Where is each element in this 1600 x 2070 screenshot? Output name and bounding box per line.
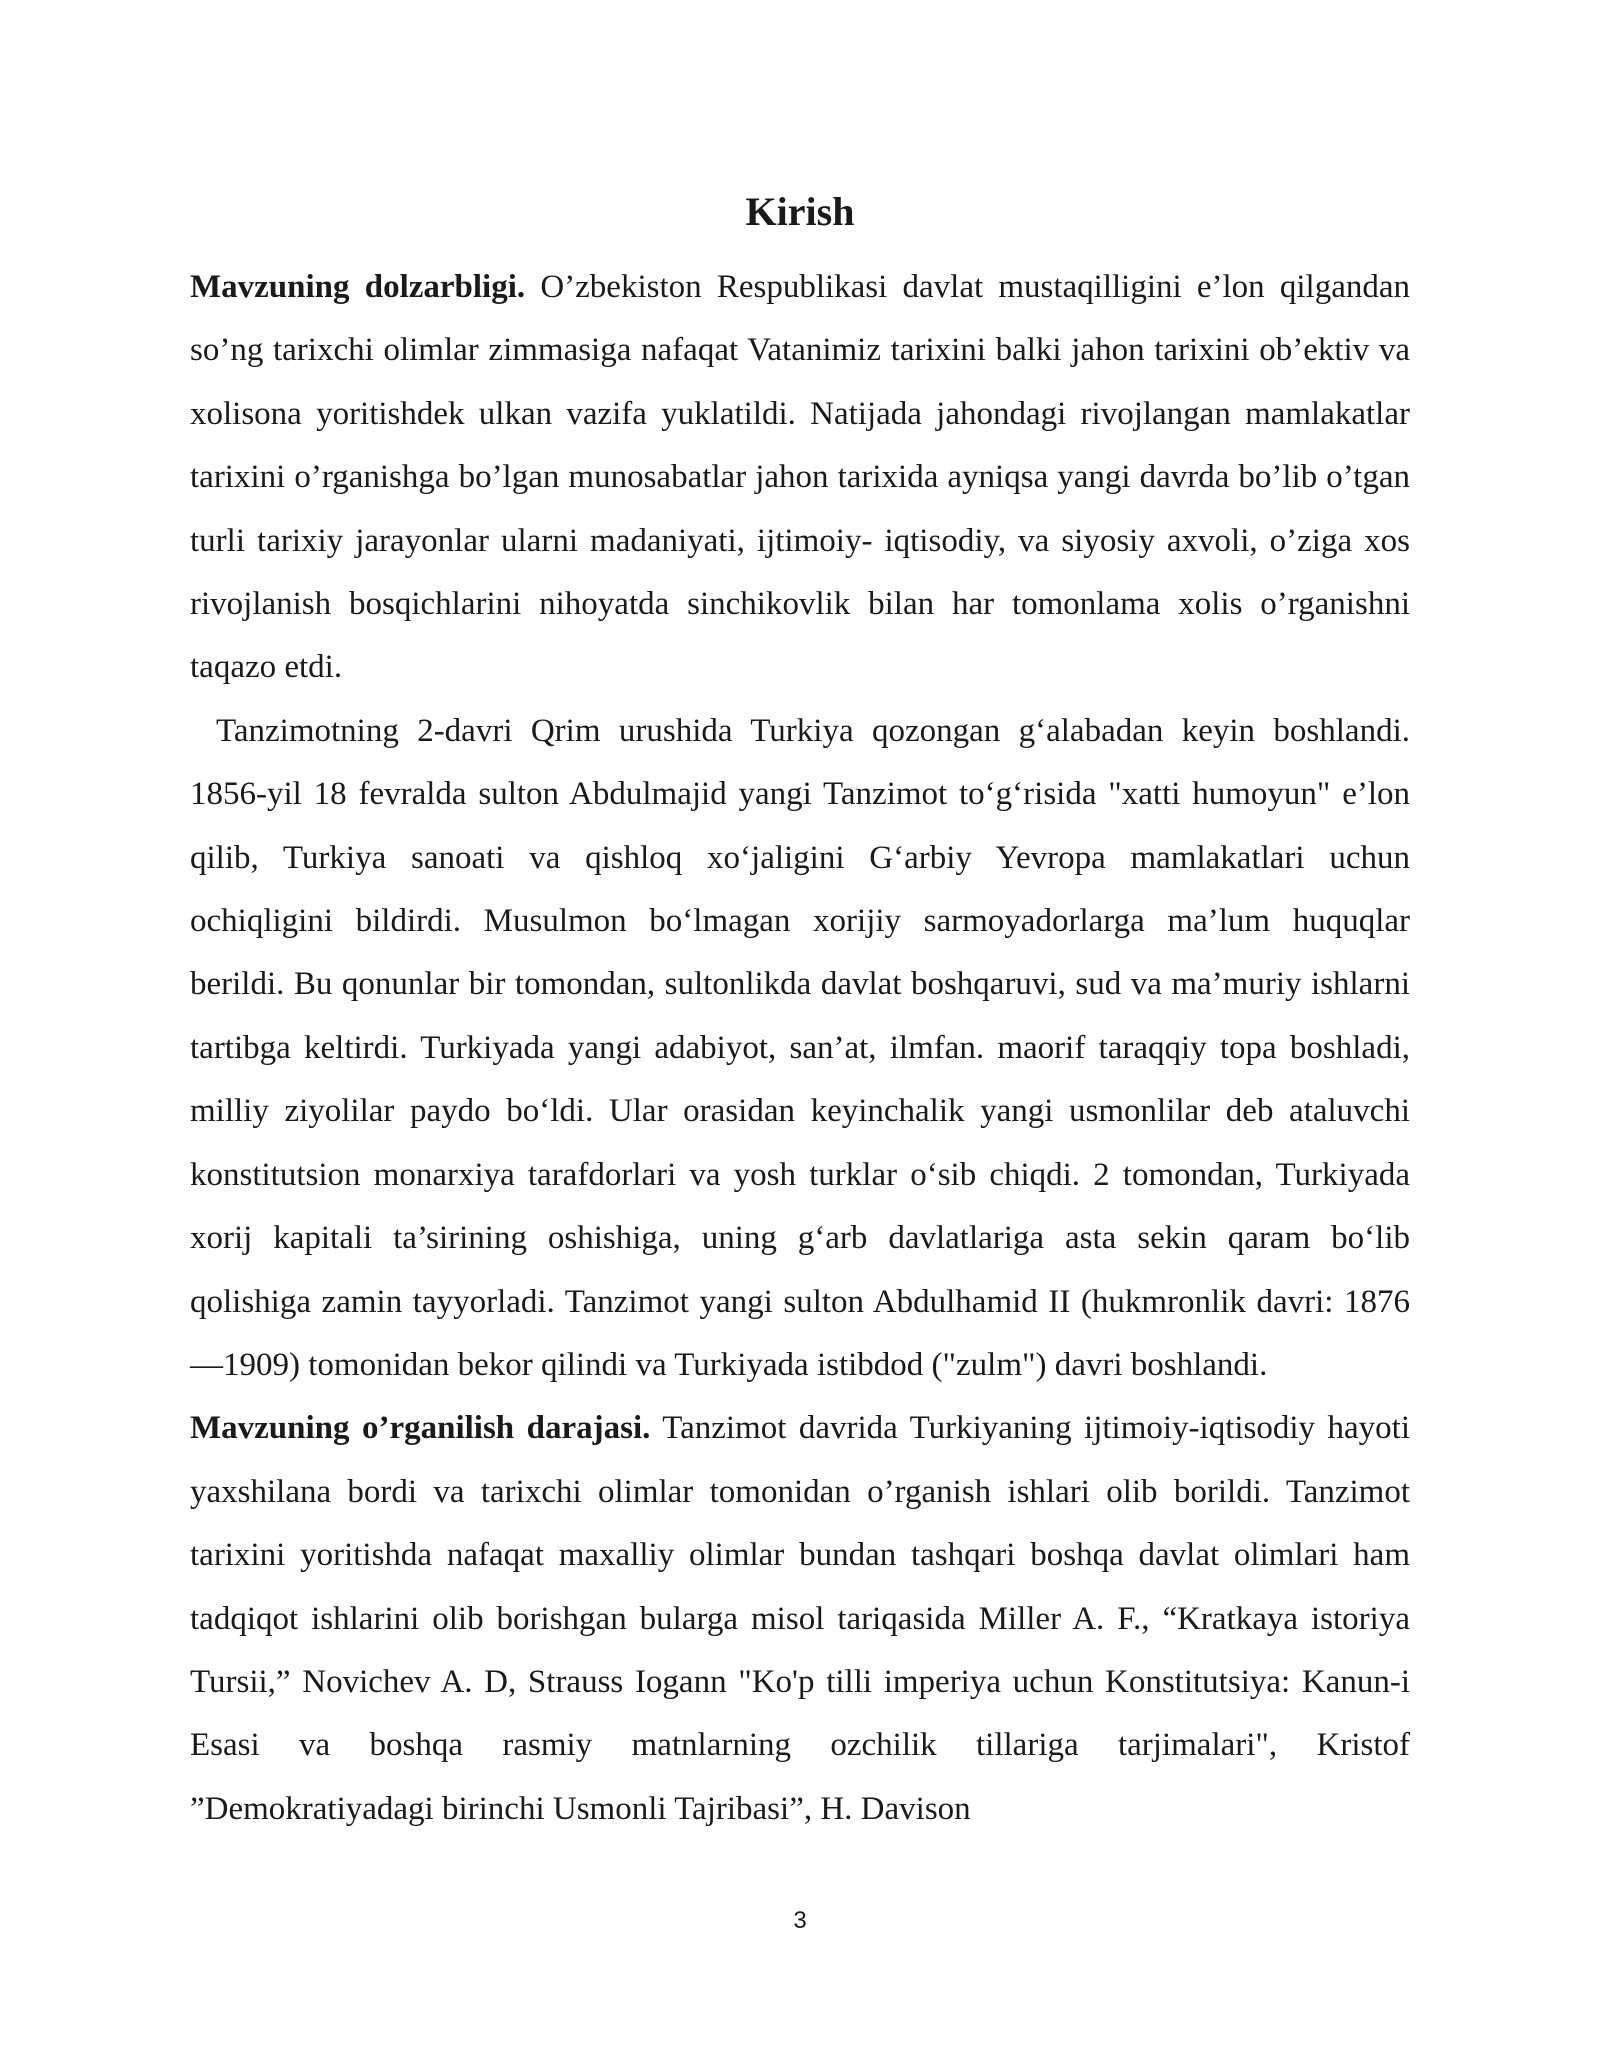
paragraph-tanzimat: Tanzimotning 2-davri Qrim urushida Turkiya qozongan g‘alabadan keyin boshlandi. 1856-yil 18 fevralda sulton Abdulmajid yangi Tanzimot to‘g‘risida "xatti humoyun" e’lon qilib, Turkiya sanoati va qishloq xo‘jaligini G‘arbiy Yevropa mamlakatlari uchun ochiqligini bildirdi. Musulmon bo‘lmagan xorijiy sarmoyadorlarga ma’lum huquqlar berildi. Bu qonunlar bir tomondan, sultonlikda davlat boshqaruvi, sud va ma’muriy ishlarni tartibga keltirdi. Turkiyada yangi adabiyot, san’at, ilmfan. maorif taraqqiy topa boshladi, milliy ziyolilar paydo bo‘ldi. Ular orasidan keyinchalik yangi usmonlilar deb ataluvchi konstitutsion monarxiya tarafdorlari va yosh turklar o‘sib chiqdi. 2 tomondan, Turkiyada xorij kapitali ta’sirining oshishiga, uning g‘arb davlatlariga asta sekin qaram bo‘lib qolishiga zamin tayyorladi. Tanzimot yangi sulton Abdulhamid II (hukmronlik davri: 1876—1909) tomonidan bekor qilindi va Turkiyada istibdod ("zulm") davri boshlandi.: [190, 712, 1410, 1383]
paragraph-lead: Mavzuning o’rganilish darajasi.: [190, 1410, 651, 1447]
page-number: 3: [793, 1907, 807, 1934]
page-title: Kirish: [745, 189, 855, 234]
paragraph-research-level: [190, 1397, 1410, 1841]
body-text: [190, 256, 1410, 1841]
paragraph-relevance: [190, 256, 1410, 700]
paragraph-text: Tanzimot davrida Turkiyaning ijtimoiy-iqtisodiy hayoti yaxshilana bordi va tarixchi olimlar tomonidan o’rganish ishlari olib borildi. Tanzimot tarixini yoritishda nafaqat maxalliy olimlar bundan tashqari boshqa davlat olimlari ham tadqiqot ishlarini olib borishgan bularga misol tariqasida Miller A. F., “Kratkaya istoriya Tursii,” Novichev A. D, Strauss Iogann "Ko'p tilli imperiya uchun Konstitutsiya: Kanun-i Esasi va boshqa rasmiy matnlarning ozchilik tillariga tarjimalari", Kristof ”Demokratiyadagi birinchi Usmonli Tajribasi”, H. Davison: [190, 1410, 1410, 1827]
paragraph-text: O’zbekiston Respublikasi davlat mustaqilligini e’lon qilgandan so’ng tarixchi olimlar zimmasiga nafaqat Vatanimiz tarixini balki jahon tarixini ob’ektiv va xolisona yoritishdek ulkan vazifa yuklatildi. Natijada jahondagi rivojlangan mamlakatlar tarixini o’rganishga bo’lgan munosabatlar jahon tarixida ayniqsa yangi davrda bo’lib o’tgan turli tarixiy jarayonlar ularni madaniyati, ijtimoiy- iqtisodiy, va siyosiy axvoli, o’ziga xos rivojlanish bosqichlarini nihoyatda sinchikovlik bilan har tomonlama xolis o’rganishni taqazo etdi.: [190, 269, 1410, 686]
paragraph-lead: Mavzuning dolzarbligi.: [190, 269, 526, 305]
